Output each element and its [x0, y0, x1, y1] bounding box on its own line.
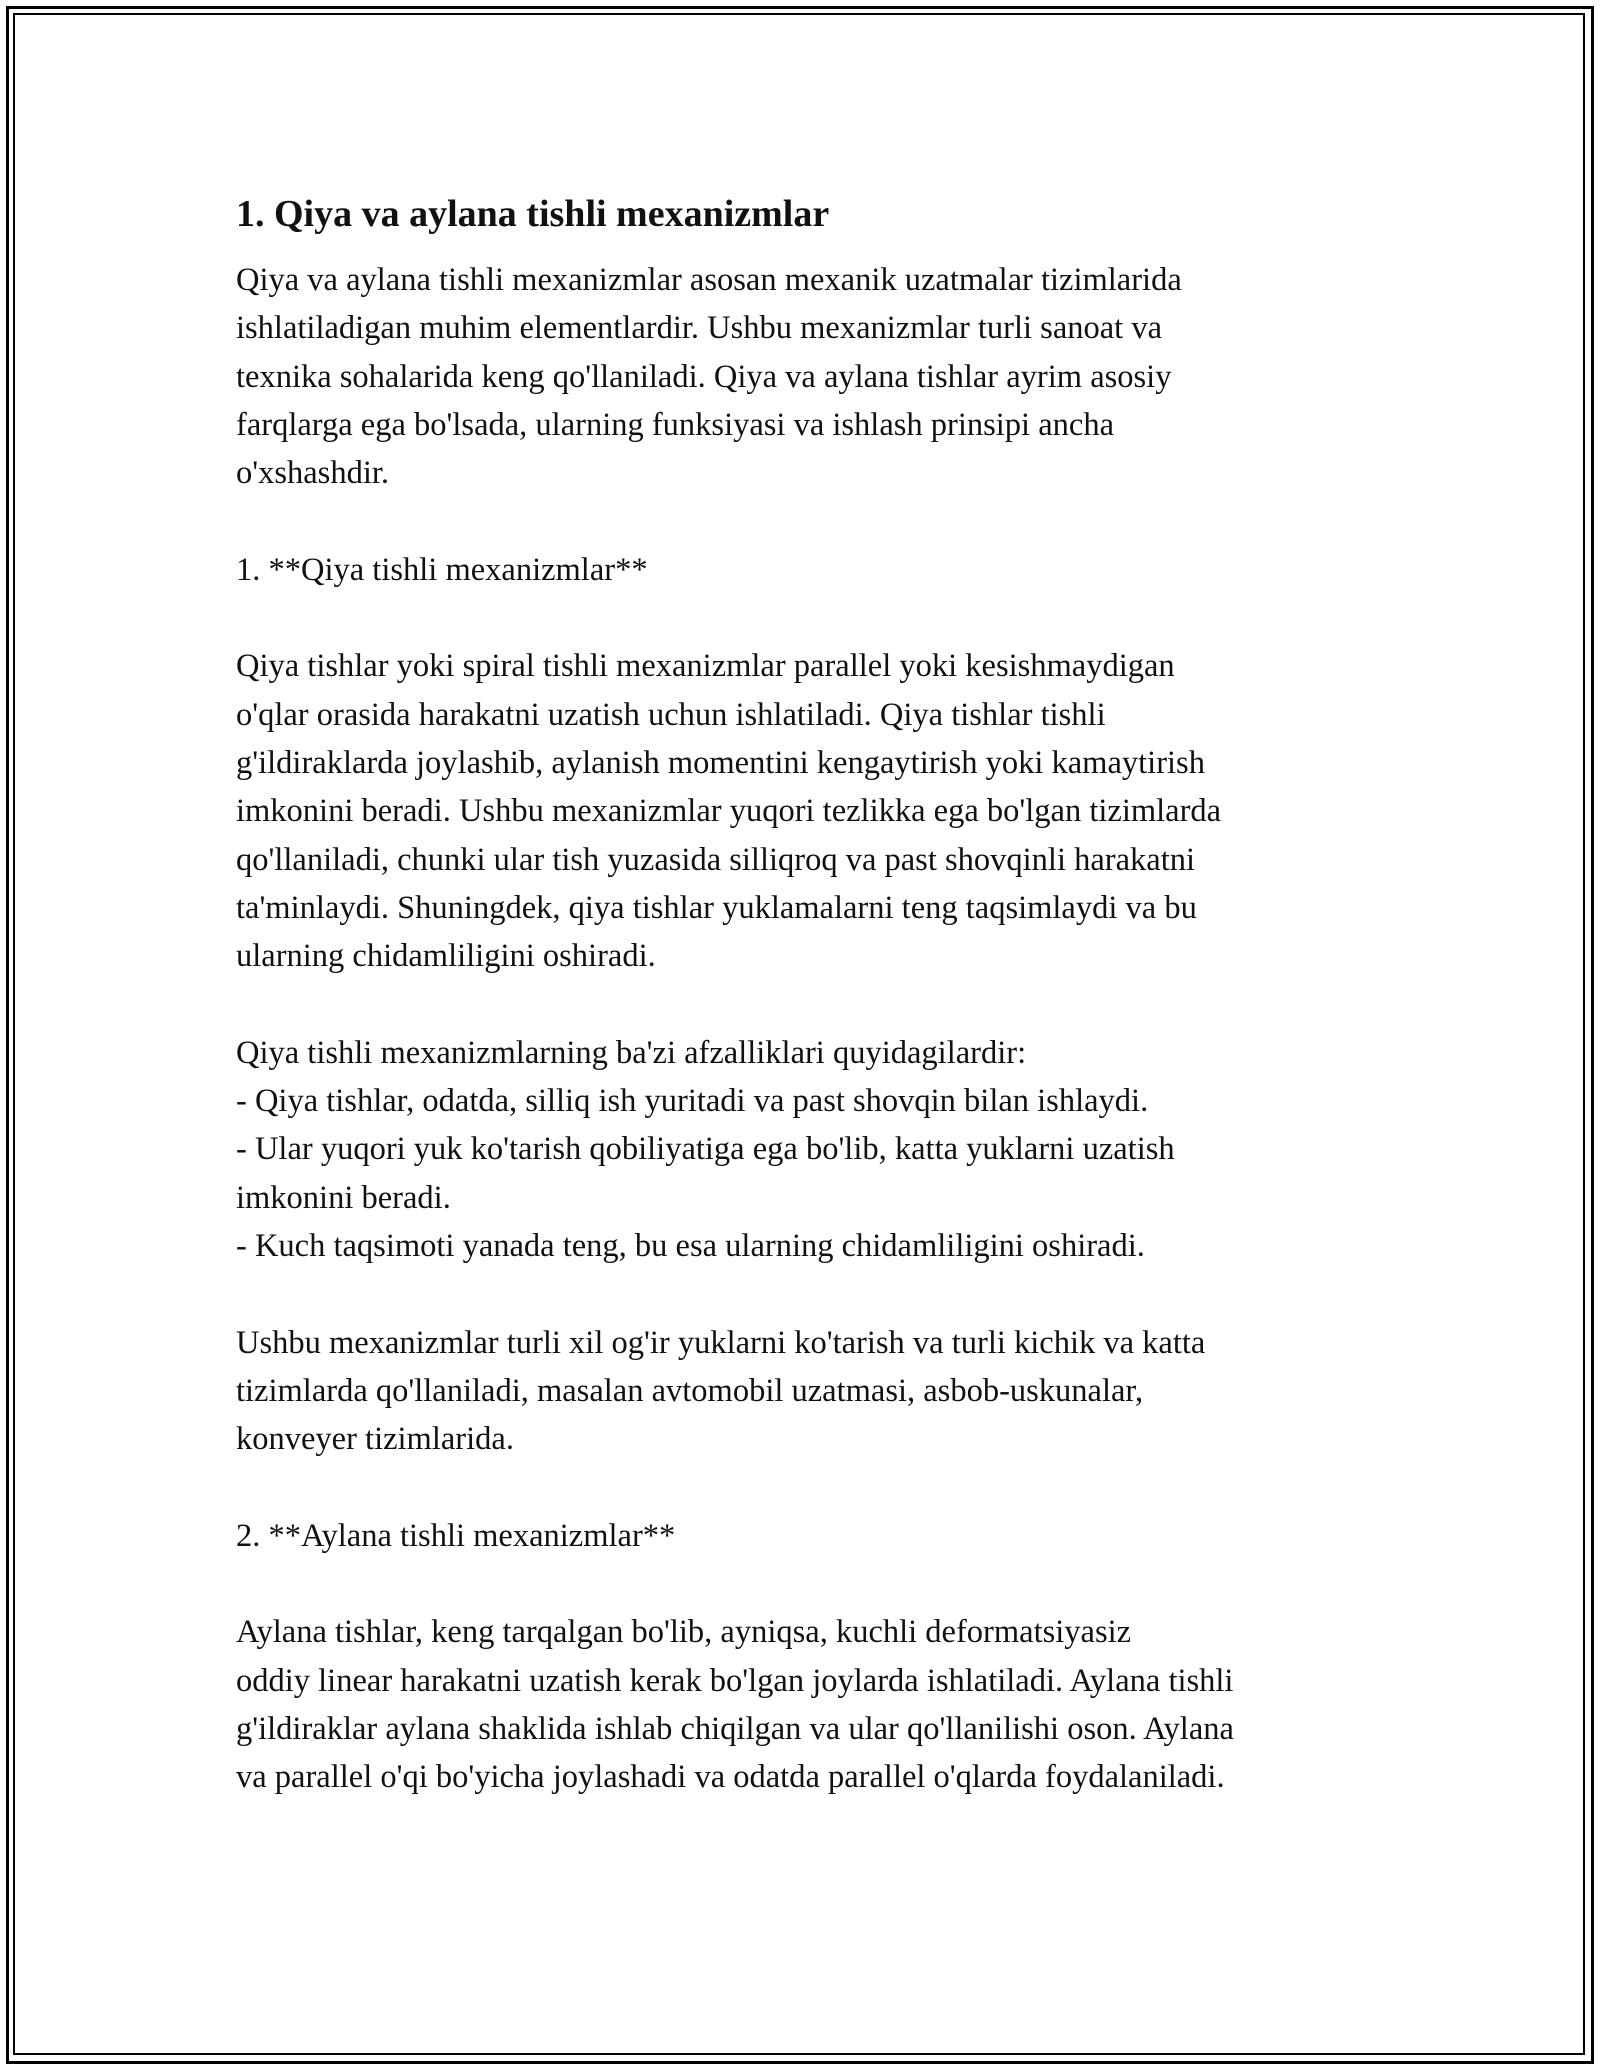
document-page — [236, 186, 1376, 1802]
document-heading: 1. Qiya va aylana tishli mexanizmlar — [236, 193, 830, 235]
document-body: Qiya va aylana tishli mexanizmlar asosan mexanik uzatmalar tizimlarida ishlatiladigan muhim elementlardir. Ushbu mexanizmlar turli sanoat va texnika sohalarida keng qo'llaniladi. Qiya va aylana tishlar ayrim asosiy farqlarga ega bo'lsada, ularning funksiyasi va ishlash prinsipi ancha o'xshashdir. 1. **Qiya tishli mexanizmlar** Qiya tishlar yoki spiral tishli mexanizmlar parallel yoki kesishmaydigan o'qlar orasida harakatni uzatish uchun ishlatiladi. Qiya tishlar tishli g'ildiraklarda joylashib, aylanish momentini kengaytirish yoki kamaytirish imkonini beradi. Ushbu mexanizmlar yuqori tezlikka ega bo'lgan tizimlarda qo'llaniladi, chunki ular tish yuzasida silliqroq va past shovqinli harakatni ta'minlaydi. Shuningdek, qiya tishlar yuklamalarni teng taqsimlaydi va bu ularning chidamliligini oshiradi. Qiya tishli mexanizmlarning ba'zi afzalliklari quyidagilardir: - Qiya tishlar, odatda, silliq ish yuritadi va past shovqin bilan ishlaydi. - Ular yuqori yuk ko'tarish qobiliyatiga ega bo'lib, katta yuklarni uzatish imkonini beradi. - Kuch taqsimoti yanada teng, bu esa ularning chidamliligini oshiradi. Ushbu mexanizmlar turli xil og'ir yuklarni ko'tarish va turli kichik va katta tizimlarda qo'llaniladi, masalan avtomobil uzatmasi, asbob-uskunalar, konveyer tizimlarida. 2. **Aylana tishli mexanizmlar** Aylana tishlar, keng tarqalgan bo'lib, ayniqsa, kuchli deformatsiyasiz oddiy linear harakatni uzatish kerak bo'lgan joylarda ishlatiladi. Aylana tishli g'ildiraklar aylana shaklida ishlab chiqilgan va ular qo'llanilishi oson. Aylana va parallel o'qi bo'yicha joylashadi va odatda parallel o'qlarda foydalaniladi. — [236, 262, 1234, 1796]
